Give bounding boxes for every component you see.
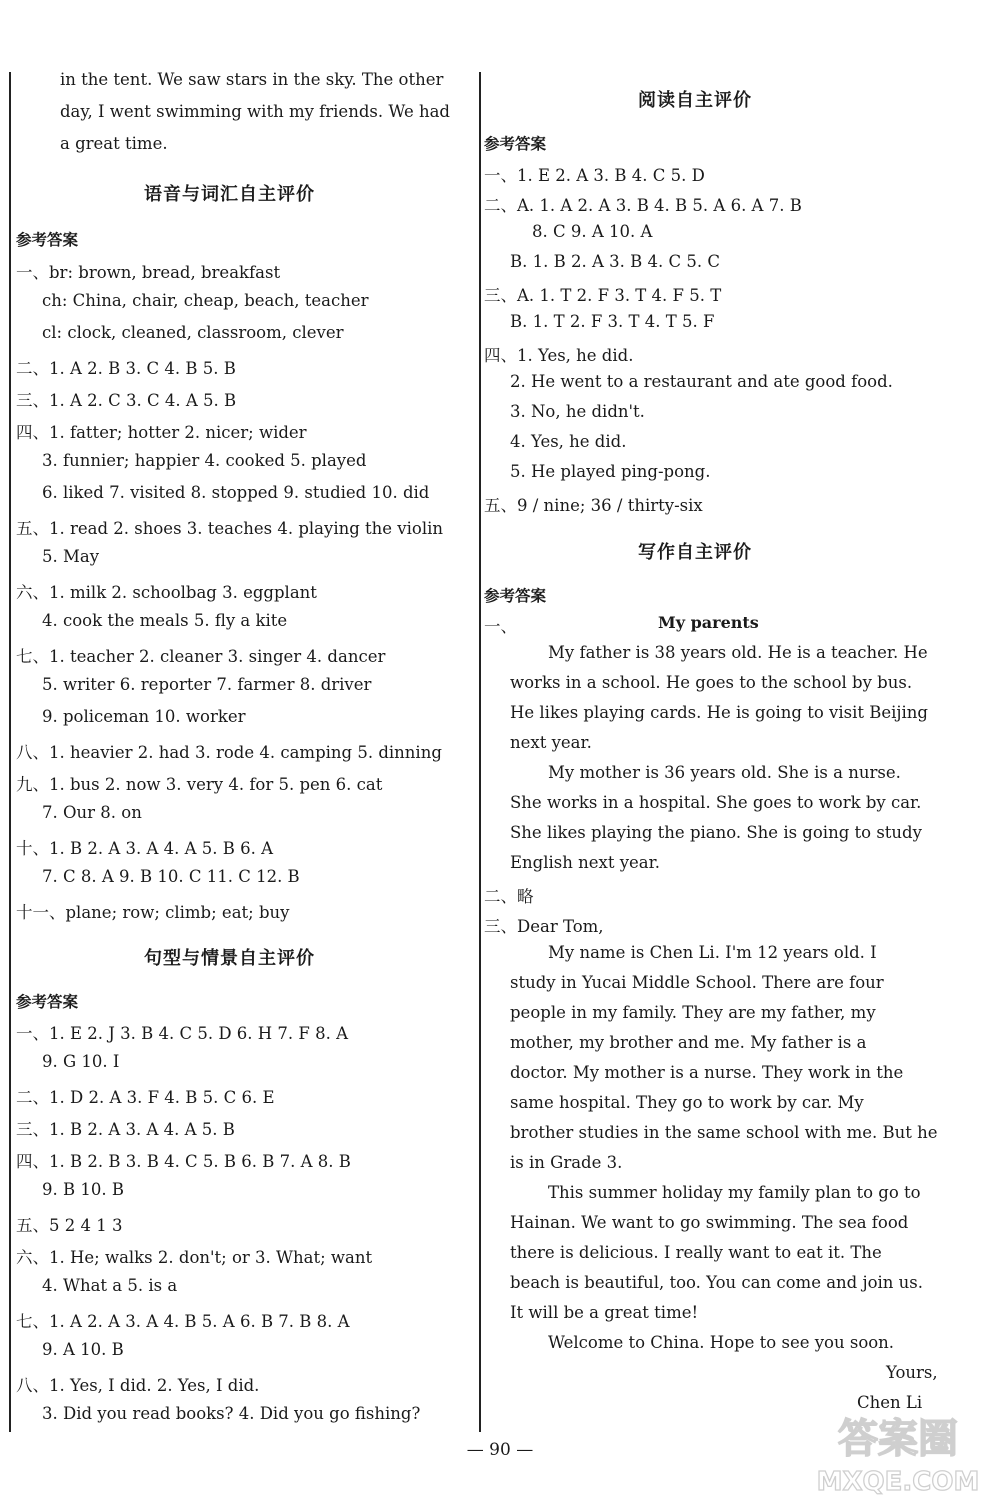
answer-line: 3. No, he didn't. xyxy=(510,402,645,421)
answer-key-label: 参考答案 xyxy=(16,993,79,1011)
answer-line: cl: clock, cleaned, classroom, clever xyxy=(42,323,344,342)
answer-line: 一、br: brown, bread, breakfast xyxy=(16,263,281,282)
answer-line: My mother is 36 years old. She is a nurse. xyxy=(548,763,901,782)
answer-line: 4. What a 5. is a xyxy=(42,1276,178,1295)
section-heading: 句型与情景自主评价 xyxy=(144,948,315,969)
answer-line: 十、1. B 2. A 3. A 4. A 5. B 6. A xyxy=(16,839,274,858)
answer-line: 四、1. Yes, he did. xyxy=(484,346,634,365)
answer-line: beach is beautiful, too. You can come and join us. xyxy=(510,1273,924,1292)
answer-line: 5. writer 6. reporter 7. farmer 8. driver xyxy=(42,675,372,694)
answer-line: brother studies in the same school with me. But he xyxy=(510,1123,938,1142)
answer-line: 9. A 10. B xyxy=(42,1340,124,1359)
answer-line: 一、1. E 2. J 3. B 4. C 5. D 6. H 7. F 8. A xyxy=(16,1024,349,1043)
section-heading: 写作自主评价 xyxy=(638,542,752,563)
answer-line: 3. Did you read books? 4. Did you go fishing? xyxy=(42,1404,421,1423)
answer-line: 八、1. heavier 2. had 3. rode 4. camping 5. dinning xyxy=(16,743,442,762)
answer-line: 一、1. E 2. A 3. B 4. C 5. D xyxy=(484,166,705,185)
watermark-logo xyxy=(808,1402,988,1497)
answer-line: 4. Yes, he did. xyxy=(510,432,627,451)
section-heading: 阅读自主评价 xyxy=(638,90,752,111)
answer-line: 7. C 8. A 9. B 10. C 11. C 12. B xyxy=(42,867,300,886)
answer-line: 十一、plane; row; climb; eat; buy xyxy=(16,903,290,922)
answer-line: 5. He played ping-pong. xyxy=(510,462,711,481)
answer-key-label: 参考答案 xyxy=(484,135,547,153)
watermark-cn: 答案圈 xyxy=(838,1416,958,1462)
answer-line: 七、1. teacher 2. cleaner 3. singer 4. dancer xyxy=(16,647,386,666)
answer-line: 五、9 / nine; 36 / thirty-six xyxy=(484,496,703,515)
answer-line: 二、略 xyxy=(484,887,534,906)
answer-line: 9. policeman 10. worker xyxy=(42,707,246,726)
answer-line: 九、1. bus 2. now 3. very 4. for 5. pen 6. cat xyxy=(16,775,383,794)
answer-line: next year. xyxy=(510,733,592,752)
answer-line: 二、1. D 2. A 3. F 4. B 5. C 6. E xyxy=(16,1088,275,1107)
answer-line: She works in a hospital. She goes to work by car. xyxy=(510,793,922,812)
answer-line: ch: China, chair, cheap, beach, teacher xyxy=(42,291,369,310)
answer-line: there is delicious. I really want to eat it. The xyxy=(510,1243,882,1262)
answer-line: 六、1. He; walks 2. don't; or 3. What; want xyxy=(16,1248,373,1267)
answer-line: 二、A. 1. A 2. A 3. B 4. B 5. A 6. A 7. B xyxy=(484,196,802,215)
answer-line: 5. May xyxy=(42,547,100,566)
watermark-url: MXQE.COM xyxy=(816,1467,980,1497)
essay-title: My parents xyxy=(658,613,759,632)
answer-line: Hainan. We want to go swimming. The sea food xyxy=(510,1213,909,1232)
answer-line: Chen Li xyxy=(857,1393,923,1412)
answer-line: 三、Dear Tom, xyxy=(484,917,604,936)
answer-line: My father is 38 years old. He is a teacher. He xyxy=(548,643,928,662)
answer-line: doctor. My mother is a nurse. They work in the xyxy=(510,1063,904,1082)
answer-line: 三、1. A 2. C 3. C 4. A 5. B xyxy=(16,391,237,410)
answer-line: works in a school. He goes to the school by bus. xyxy=(510,673,913,692)
answer-line: 七、1. A 2. A 3. A 4. B 5. A 6. B 7. B 8. A xyxy=(16,1312,350,1331)
answer-line: My name is Chen Li. I'm 12 years old. I xyxy=(548,943,877,962)
answer-line: a great time. xyxy=(60,134,168,153)
answer-line: in the tent. We saw stars in the sky. The other xyxy=(60,70,444,89)
answer-line: It will be a great time! xyxy=(510,1303,699,1322)
answer-line: 一、 xyxy=(484,617,517,636)
left-margin-rule xyxy=(9,72,11,1432)
column-divider xyxy=(479,72,481,1432)
answer-line: 四、1. B 2. B 3. B 4. C 5. B 6. B 7. A 8. B xyxy=(16,1152,351,1171)
answer-line: 2. He went to a restaurant and ate good food. xyxy=(510,372,893,391)
answer-line: mother, my brother and me. My father is a xyxy=(510,1033,867,1052)
answer-line: 3. funnier; happier 4. cooked 5. played xyxy=(42,451,367,470)
answer-line: Welcome to China. Hope to see you soon. xyxy=(548,1333,895,1352)
answer-line: 五、5 2 4 1 3 xyxy=(16,1216,123,1235)
answer-key-label: 参考答案 xyxy=(484,587,547,605)
answer-line: day, I went swimming with my friends. We had xyxy=(60,102,450,121)
answer-line: people in my family. They are my father, my xyxy=(510,1003,876,1022)
answer-line: study in Yucai Middle School. There are four xyxy=(510,973,884,992)
answer-line: is in Grade 3. xyxy=(510,1153,623,1172)
section-heading: 语音与词汇自主评价 xyxy=(144,184,315,205)
answer-line: 二、1. A 2. B 3. C 4. B 5. B xyxy=(16,359,236,378)
answer-line: English next year. xyxy=(510,853,660,872)
answer-line: 六、1. milk 2. schoolbag 3. eggplant xyxy=(16,583,317,602)
page-number: — 90 — xyxy=(466,1440,534,1460)
answer-line: 八、1. Yes, I did. 2. Yes, I did. xyxy=(16,1376,260,1395)
answer-line: 8. C 9. A 10. A xyxy=(532,222,653,241)
answer-line: same hospital. They go to work by car. My xyxy=(510,1093,864,1112)
answer-line: 7. Our 8. on xyxy=(42,803,142,822)
answer-line: She likes playing the piano. She is going to study xyxy=(510,823,922,842)
answer-line: 9. B 10. B xyxy=(42,1180,124,1199)
answer-line: Yours, xyxy=(886,1363,938,1382)
answer-line: 四、1. fatter; hotter 2. nicer; wider xyxy=(16,423,307,442)
answer-line: He likes playing cards. He is going to visit Beijing xyxy=(510,703,928,722)
answer-line: B. 1. B 2. A 3. B 4. C 5. C xyxy=(510,252,720,271)
answer-line: 9. G 10. I xyxy=(42,1052,120,1071)
answer-line: 三、A. 1. T 2. F 3. T 4. F 5. T xyxy=(484,286,722,305)
answer-key-label: 参考答案 xyxy=(16,231,79,249)
answer-line: 6. liked 7. visited 8. stopped 9. studied 10. did xyxy=(42,483,430,502)
answer-line: 五、1. read 2. shoes 3. teaches 4. playing the violin xyxy=(16,519,444,538)
answer-line: 4. cook the meals 5. fly a kite xyxy=(42,611,288,630)
answer-line: This summer holiday my family plan to go to xyxy=(548,1183,921,1202)
answer-line: B. 1. T 2. F 3. T 4. T 5. F xyxy=(510,312,715,331)
answer-line: 三、1. B 2. A 3. A 4. A 5. B xyxy=(16,1120,235,1139)
